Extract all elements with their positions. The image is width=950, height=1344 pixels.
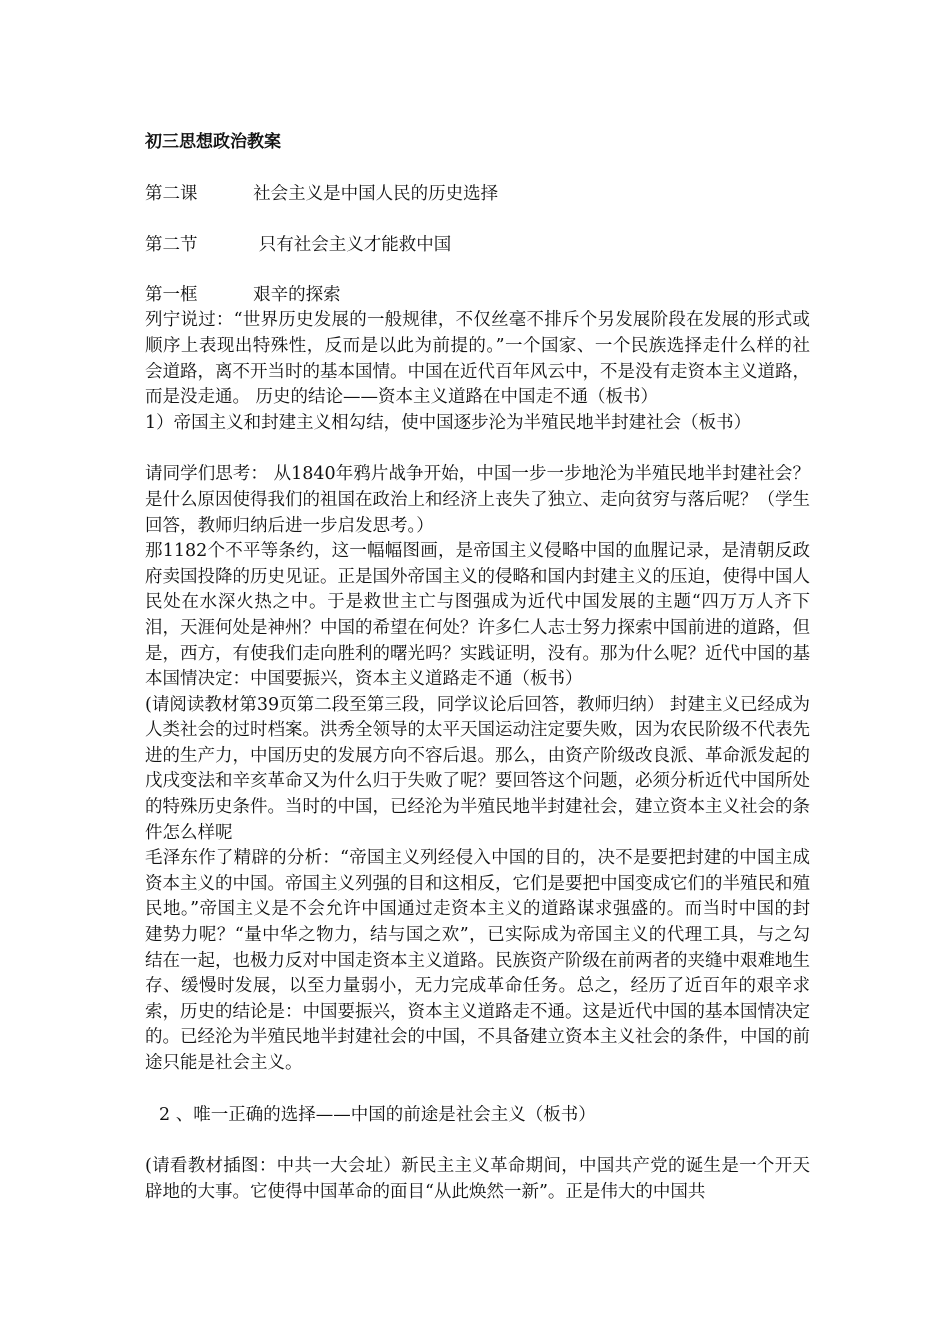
paragraph-mao-analysis: 毛泽东作了精辟的分析：“帝国主义列经侵入中国的目的，决不是要把封建的中国主成资本主义的中国。帝国主义列强的目和这相反，它们是要把中国变成它们的半殖民和殖民地。”帝国主义是不会允许中国通过走资本主义的道路谋求强盛的。而当时中国的封建势力呢？“量中华之物力，结与国之欢”，已实际成为帝国主义的代理工具，与之勾结在一起，也极力反对中国走资本主义道路。民族资产阶级在前两者的夹缝中艰难地生存、缓慢时发展，以至力量弱小，无力完成革命任务。总之，经历了近百年的艰辛求索，历史的结论是：中国要振兴，资本主义道路走不通。这是近代中国的基本国情决定的。已经沦为半殖民地半封建社会的中国，不具备建立资本主义社会的条件，中国的前途只能是社会主义。 — [145, 848, 810, 1073]
paragraph-cpc-founding: (请看教材插图：中共一大会址）新民主主义革命期间，中国共产党的诞生是一个开天辟地的大事。它使得中国革命的面目“从此焕然一新”。正是伟大的中国共 — [145, 1156, 810, 1202]
document-page — [145, 120, 810, 1205]
frame-text: 艰辛的探索 — [253, 284, 341, 305]
paragraph-lenin-quote: 列宁说过：“世界历史发展的一般规律，不仅丝毫不排斥个另发展阶段在发展的形式或顺序上表现出特殊性，反而是以此为前提的。”一个国家、一个民族选择走什么样的社会道路，离不开当时的基本国情。中国在近代百年风云中，不是没有走资本主义道路，而是没走通。 历史的结论——资本主义道路在中国走不通（板书） — [145, 310, 810, 408]
paragraph-point-1: 1）帝国主义和封建主义相勾结，使中国逐步沦为半殖民地半封建社会（板书） — [145, 412, 752, 433]
lesson-text: 社会主义是中国人民的历史选择 — [253, 183, 499, 204]
lesson-heading — [145, 182, 810, 208]
paragraph-think-question: 请同学们思考： 从1840年鸦片战争开始，中国一步一步地沦为半殖民地半封建社会？是什么原因使得我们的祖国在政治上和经济上丧失了独立、走向贫穷与落后呢？（学生回答，教师归纳后进一步启发思考。） — [145, 464, 810, 536]
section-heading — [145, 233, 810, 259]
paragraph-treaties: 那1182个不平等条约，这一幅幅图画，是帝国主义侵略中国的血腥记录，是清朝反政府卖国投降的历史见证。正是国外帝国主义的侵略和国内封建主义的压迫，使得中国人民处在水深火热之中。于是救世主亡与图强成为近代中国发展的主题“四万万人齐下泪，天涯何处是神州？中国的希望在何处？许多仁人志士努力探索中国前进的道路，但是，西方，有使我们走向胜利的曙光吗？实践证明，没有。那为什么呢？近代中国的基本国情决定：中国要振兴，资本主义道路走不通（板书） — [145, 541, 810, 690]
section-label: 第二节 — [145, 235, 198, 256]
document-title: 初三思想政治教案 — [145, 132, 281, 152]
point-2-heading: 2 、唯一正确的选择——中国的前途是社会主义（板书） — [159, 1104, 596, 1125]
paragraph-textbook-reading: (请阅读教材第39页第二段至第三段，同学议论后回答，教师归纳） 封建主义已经成为人类社会的过时档案。洪秀全领导的太平天国运动注定要失败，因为农民阶级不代表先进的生产力，中国历史的发展方向不容后退。那么，由资产阶级改良派、革命派发起的戊戌变法和辛亥革命又为什么归于失败了呢？要回答这个问题，必须分析近代中国所处的特殊历史条件。当时的中国，已经沦为半殖民地半封建社会，建立资本主义社会的条件怎么样呢 — [145, 694, 810, 843]
lesson-label: 第二课 — [145, 183, 198, 204]
section-text: 只有社会主义才能救中国 — [258, 235, 452, 256]
frame-label: 第一框 — [145, 284, 198, 305]
frame-heading — [145, 283, 810, 309]
